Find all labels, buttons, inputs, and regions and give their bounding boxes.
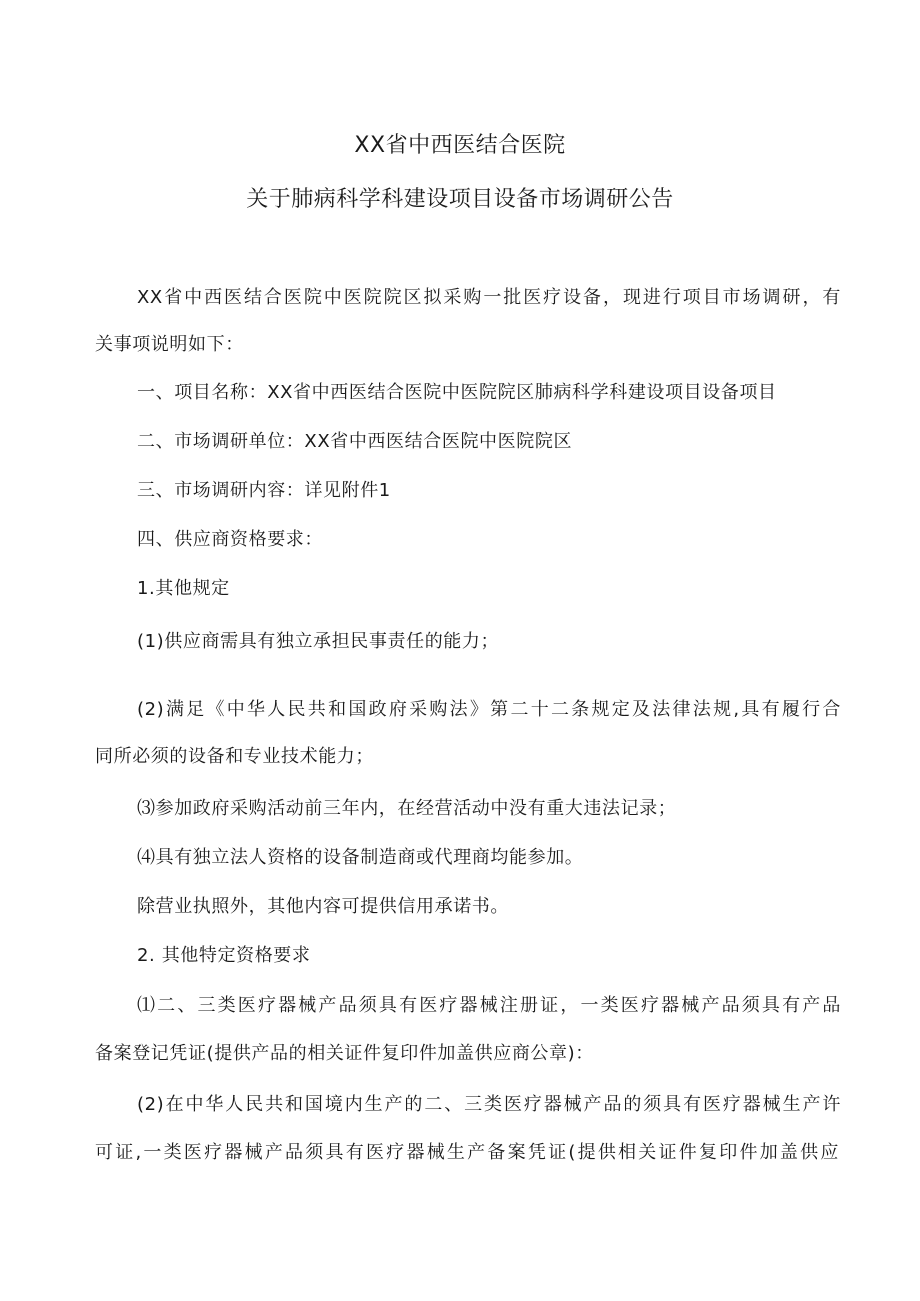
section1-point4: ⑷具有独立法人资格的设备制造商或代理商均能参加。 bbox=[137, 847, 584, 868]
intro-paragraph-line2: 关事项说明如下： bbox=[95, 334, 244, 355]
section2-point2-line2: 可证,一类医疗器械产品须具有医疗器械生产备案凭证(提供相关证件复印件加盖供应 bbox=[95, 1142, 839, 1163]
survey-content-item: 三、市场调研内容：详见附件1 bbox=[137, 480, 391, 501]
section1-point2-line2: 同所必须的设备和专业技术能力； bbox=[95, 746, 374, 767]
section1-point2-line1: (2)满足《中华人民共和国政府采购法》第二十二条规定及法律法规,具有履行合 bbox=[137, 699, 841, 720]
project-name-item: 一、项目名称：XX省中西医结合医院中医院院区肺病科学科建设项目设备项目 bbox=[137, 382, 777, 403]
section1-point3: ⑶参加政府采购活动前三年内，在经营活动中没有重大违法记录； bbox=[137, 798, 677, 819]
section1-point1: (1)供应商需具有独立承担民事责任的能力； bbox=[137, 631, 500, 652]
supplier-requirements-item: 四、供应商资格要求： bbox=[137, 529, 323, 550]
document-title-line1: XX省中西医结合医院 bbox=[354, 133, 566, 158]
document-title-line2: 关于肺病科学科建设项目设备市场调研公告 bbox=[246, 187, 674, 212]
section2-point2-line1: (2)在中华人民共和国境内生产的二、三类医疗器械产品的须具有医疗器械生产许 bbox=[137, 1094, 841, 1115]
section1-note: 除营业执照外，其他内容可提供信用承诺书。 bbox=[137, 896, 509, 917]
section2-point1-line2: 备案登记凭证(提供产品的相关证件复印件加盖供应商公章)： bbox=[95, 1043, 594, 1064]
survey-unit-item: 二、市场调研单位：XX省中西医结合医院中医院院区 bbox=[137, 431, 573, 452]
section1-heading: 1.其他规定 bbox=[137, 578, 230, 599]
section2-heading: 2. 其他特定资格要求 bbox=[137, 945, 311, 966]
intro-paragraph-line1: XX省中西医结合医院中医院院区拟采购一批医疗设备，现进行项目市场调研，有 bbox=[137, 287, 841, 308]
section2-point1-line1: ⑴二、三类医疗器械产品须具有医疗器械注册证，一类医疗器械产品须具有产品 bbox=[137, 995, 841, 1016]
